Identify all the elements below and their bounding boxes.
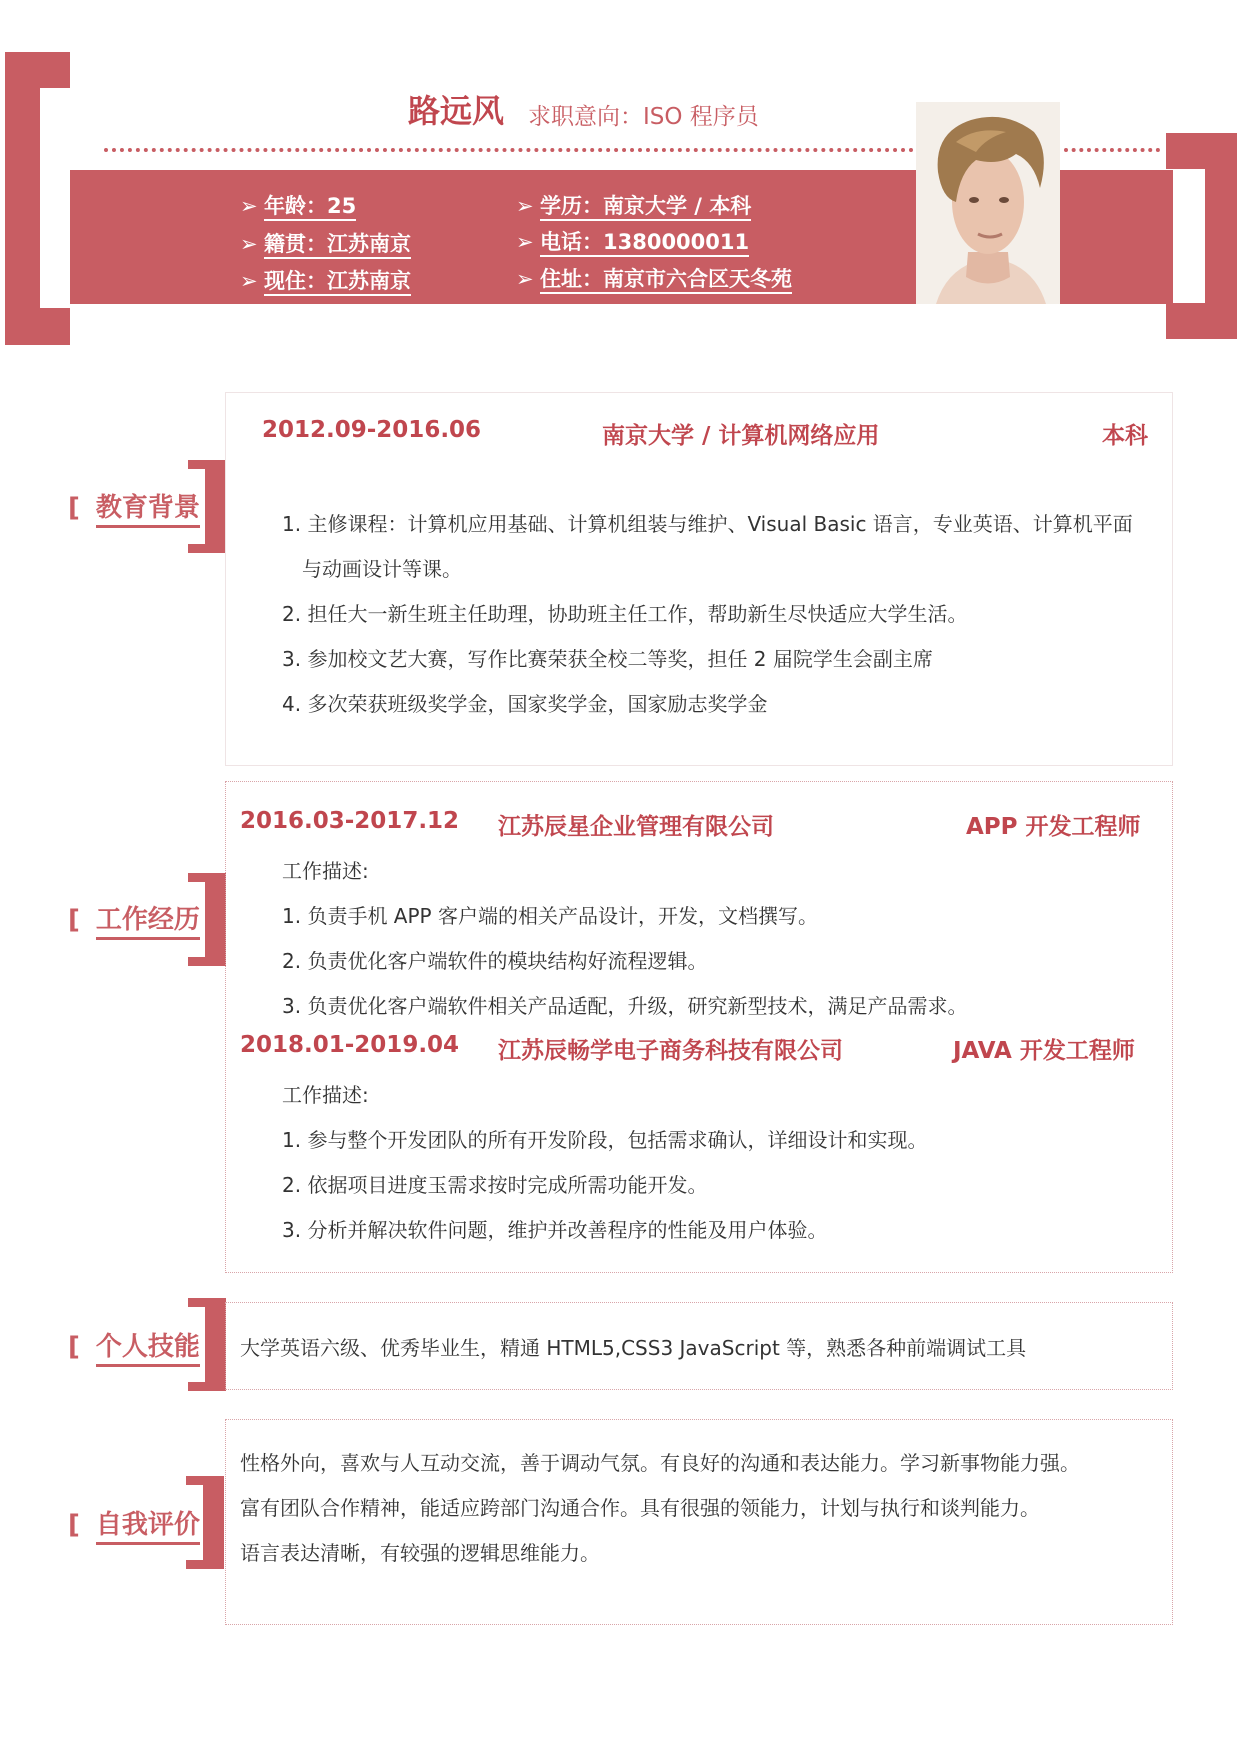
- arrow-icon: ➢: [516, 230, 534, 254]
- left-bracket-inner: [40, 88, 70, 308]
- info-age: ➢ 年龄：25: [240, 190, 356, 220]
- self-line: 语言表达清晰，有较强的逻辑思维能力。: [240, 1541, 600, 1565]
- job-desc-label: 工作描述:: [282, 1083, 369, 1107]
- job-title: APP 开发工程师: [966, 814, 1141, 840]
- right-bracket-inner: [1173, 169, 1205, 303]
- arrow-icon: ➢: [240, 232, 258, 256]
- info-address: ➢ 住址：南京市六合区天冬苑: [516, 263, 792, 293]
- section-title-work: [ 工作经历: [68, 899, 200, 936]
- section-marker-skills: [205, 1298, 226, 1391]
- education-school: 南京大学 / 计算机网络应用: [602, 423, 880, 449]
- candidate-name: 路远风: [408, 92, 505, 130]
- section-marker-education: [205, 460, 226, 553]
- section-title-self: [ 自我评价: [68, 1504, 200, 1541]
- section-title-skills: [ 个人技能: [68, 1326, 200, 1363]
- job-intent: 求职意向：ISO 程序员: [528, 104, 759, 130]
- job-date: 2016.03-2017.12: [240, 808, 460, 834]
- self-line: 富有团队合作精神，能适应跨部门沟通合作。具有很强的领能力，计划与执行和谈判能力。: [240, 1496, 1040, 1520]
- header-dotted-line-left: [104, 148, 914, 152]
- section-marker-self: [203, 1476, 224, 1569]
- profile-photo: [916, 102, 1060, 304]
- right-bracket-bottom: [1166, 303, 1237, 339]
- section-marker-work: [205, 873, 226, 966]
- job-item: 3. 负责优化客户端软件相关产品适配，升级，研究新型技术，满足产品需求。: [282, 994, 968, 1018]
- job-item: 3. 分析并解决软件问题，维护并改善程序的性能及用户体验。: [282, 1218, 828, 1242]
- section-title-education: [ 教育背景: [68, 487, 200, 524]
- job-title: JAVA 开发工程师: [953, 1038, 1135, 1064]
- education-degree: 本科: [1102, 423, 1148, 449]
- self-line: 性格外向，喜欢与人互动交流，善于调动气氛。有良好的沟通和表达能力。学习新事物能力强。: [240, 1451, 1080, 1475]
- left-bracket-top: [5, 52, 70, 88]
- job-item: 1. 参与整个开发团队的所有开发阶段，包括需求确认，详细设计和实现。: [282, 1128, 928, 1152]
- job-company: 江苏辰畅学电子商务科技有限公司: [498, 1038, 843, 1064]
- job-item: 1. 负责手机 APP 客户端的相关产品设计，开发，文档撰写。: [282, 904, 818, 928]
- job-date: 2018.01-2019.04: [240, 1032, 460, 1058]
- education-item: 1. 主修课程：计算机应用基础、计算机组装与维护、Visual Basic 语言，专业英语、计算机平面: [282, 512, 1133, 536]
- info-current: ➢ 现住：江苏南京: [240, 265, 411, 295]
- info-education: ➢ 学历：南京大学 / 本科: [516, 190, 751, 220]
- info-native: ➢ 籍贯：江苏南京: [240, 228, 411, 258]
- education-date: 2012.09-2016.06: [262, 417, 482, 443]
- job-desc-label: 工作描述:: [282, 859, 369, 883]
- header-dotted-line-right: [1064, 148, 1160, 152]
- education-item: 4. 多次荣获班级奖学金，国家奖学金，国家励志奖学金: [282, 692, 768, 716]
- job-item: 2. 负责优化客户端软件的模块结构好流程逻辑。: [282, 949, 708, 973]
- arrow-icon: ➢: [240, 194, 258, 218]
- job-company: 江苏辰星企业管理有限公司: [498, 814, 774, 840]
- left-bracket: [5, 52, 40, 345]
- job-item: 2. 依据项目进度玉需求按时完成所需功能开发。: [282, 1173, 708, 1197]
- education-item: 2. 担任大一新生班主任助理，协助班主任工作，帮助新生尽快适应大学生活。: [282, 602, 968, 626]
- education-item: 3. 参加校文艺大赛，写作比赛荣获全校二等奖，担任 2 届院学生会副主席: [282, 647, 933, 671]
- left-bracket-bottom: [5, 308, 70, 345]
- arrow-icon: ➢: [240, 269, 258, 293]
- info-phone: ➢ 电话：1380000011: [516, 226, 749, 256]
- arrow-icon: ➢: [516, 194, 534, 218]
- arrow-icon: ➢: [516, 267, 534, 291]
- right-bracket-top: [1166, 133, 1237, 169]
- education-item: 与动画设计等课。: [302, 557, 462, 581]
- skills-text: 大学英语六级、优秀毕业生，精通 HTML5,CSS3 JavaScript 等，熟悉各种前端调试工具: [240, 1336, 1027, 1360]
